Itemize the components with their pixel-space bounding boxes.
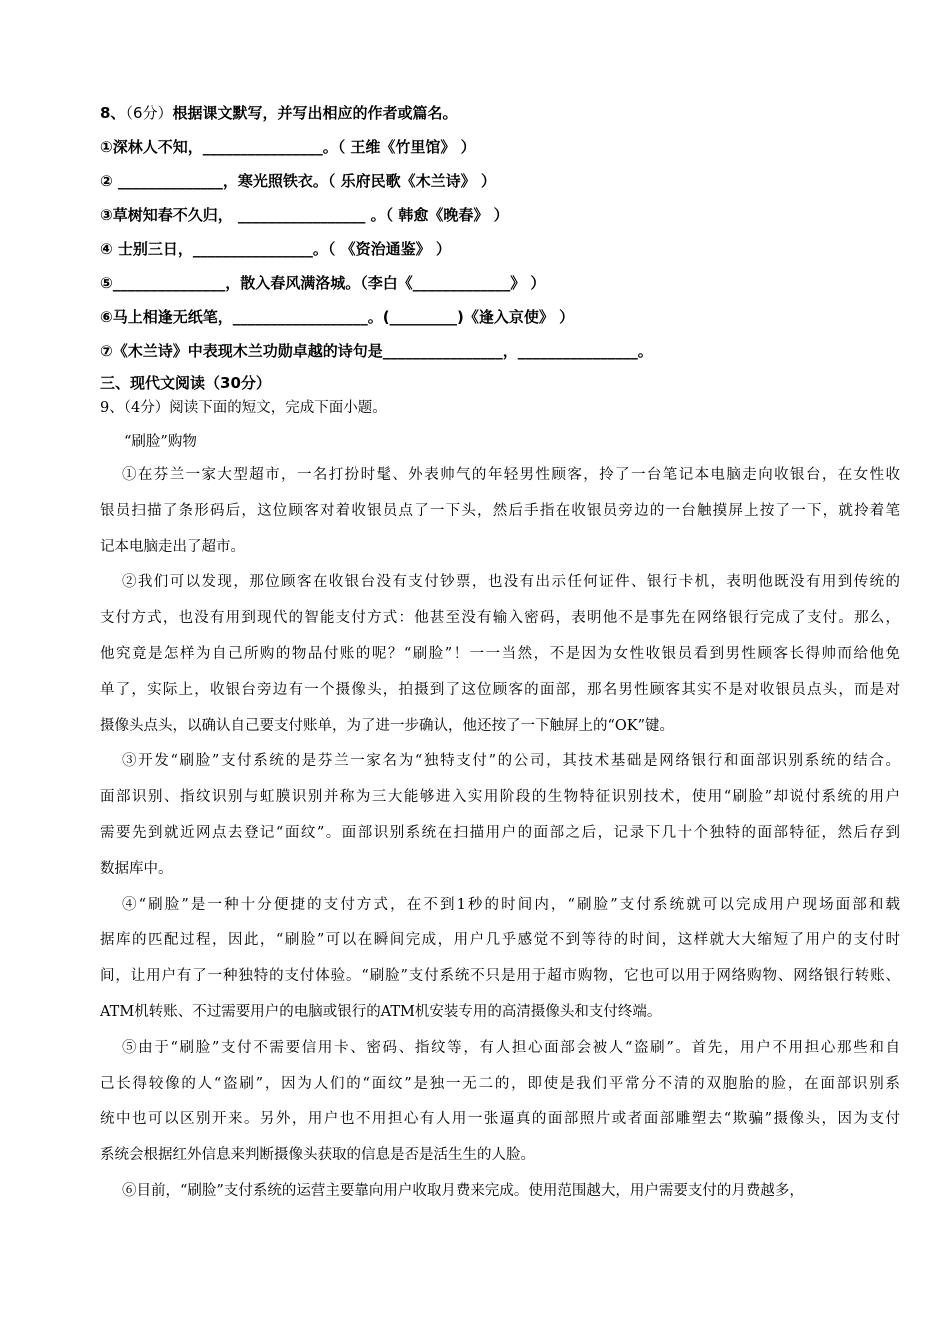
- question-8-header: [100, 96, 900, 130]
- paragraph-line: 系统会根据红外信息来判断摄像头获取的信息是否是活生生的人脸。: [100, 1147, 535, 1164]
- paragraph-line: 单了，实际上，收银台旁边有一个摄像头，拍摄到了这位顾客的面部，那名男性顾客其实不是对收银员点头，而是对: [100, 681, 900, 698]
- question-number: 8、: [100, 104, 126, 122]
- paragraph-line: 支付方式，也没有用到现代的智能支付方式：他甚至没有输入密码，表明他不是事先在网络银行完成了支付。那么，: [100, 610, 900, 627]
- paragraph-line: 统中也可以区别开来。另外，用户也不用担心有人用一张逼真的面部照片或者面部雕塑去“欺骗”摄像头，因为支付: [100, 1111, 900, 1128]
- paragraph-line: ⑥目前，“刷脸”支付系统的运营主要靠向用户收取月费来完成。使用范围越大，用户需要支付的月费越多，: [122, 1182, 804, 1199]
- dictation-item: ①深林人不知，________________。（ 王维《竹里馆》 ）: [100, 138, 476, 156]
- paragraph-line: ⑤由于“刷脸”支付不需要信用卡、密码、指纹等，有人担心面部会被人“盗刷”。首先，用户不用担心那些和自: [122, 1039, 900, 1056]
- paragraph-line: ③开发“刷脸”支付系统的是芬兰一家名为“独特支付”的公司，其技术基础是网络银行和面部识别系统的结合。: [122, 753, 900, 770]
- paragraph-line: ②我们可以发现，那位顾客在收银台没有支付钞票，也没有出示任何证件、银行卡机，表明他既没有用到传统的: [122, 574, 900, 591]
- paragraph-line: 需要先到就近网点去登记“面纹”。面部识别系统在扫描用户的面部之后，记录下几十个独特的面部特征，然后存到: [100, 824, 900, 841]
- dictation-item: ⑤_______________，散入春风满洛城。（李白《_____________》 ）: [100, 274, 546, 292]
- paragraph-line: ①在芬兰一家大型超市，一名打扮时髦、外表帅气的年轻男性顾客，拎了一台笔记本电脑走向收银台，在女性收: [122, 467, 900, 483]
- paragraph-line: 数据库中。: [100, 860, 173, 877]
- dictation-item: ⑥马上相逢无纸笔，__________________。(_________)《逢入京使》 ）: [100, 308, 575, 326]
- dictation-item: ② ______________，寒光照铁衣。（ 乐府民歌《木兰诗》 ）: [100, 172, 496, 190]
- dictation-item: ③草树知春不久归， _________________ 。（ 韩愈《晚春》 ）: [100, 206, 509, 224]
- paragraph-line: 记本电脑走出了超市。: [100, 538, 245, 555]
- paragraph-line: 间，让用户有了一种独特的支付体验。“刷脸”支付系统不只是用于超市购物，它也可以用于网络购物、网络银行转账、: [100, 968, 900, 985]
- question-points: （6分）: [125, 104, 173, 122]
- article-body: [100, 458, 900, 1210]
- paragraph-line: ATM机转账、不过需要用户的电脑或银行的ATM机安装专用的高清摄像头和支付终端。: [100, 1003, 662, 1020]
- paragraph-line: 他究竟是怎样为自己所购的物品付账的呢？“刷脸”！一一当然，不是因为女性收银员看到男性顾客长得帅而给他免: [100, 645, 900, 662]
- question-9-header: 9、（4分）阅读下面的短文，完成下面小题。: [100, 400, 387, 416]
- paragraph-line: 据库的匹配过程，因此，“刷脸”可以在瞬间完成，用户几乎感觉不到等待的时间，这样就大大缩短了用户的支付时: [100, 932, 900, 949]
- article-title: “刷脸”购物: [124, 434, 197, 450]
- paragraph-line: 面部识别、指纹识别与虹膜识别并称为三大能够进入实用阶段的生物特征识别技术，使用“刷脸”却说付系统的用户: [100, 789, 900, 806]
- paragraph-line: 摄像头点头，以确认自己要支付账单，为了进一步确认，他还按了一下触屏上的“OK”键。: [100, 717, 675, 734]
- question-instruction: 根据课文默写，并写出相应的作者或篇名。: [172, 104, 458, 122]
- question-8: [100, 96, 900, 398]
- paragraph-line: 己长得较像的人“盗刷”，因为人们的“面纹”是独一无二的，即使是我们平常分不清的双胞胎的脸，在面部识别系: [100, 1075, 900, 1092]
- dictation-item: ⑦《木兰诗》中表现木兰功勋卓越的诗句是________________，________________。: [100, 342, 653, 360]
- paragraph-line: 银员扫描了条形码后，这位顾客对着收银员点了一下头，然后手指在收银员旁边的一台触摸屏上按了一下，就拎着笔: [100, 502, 900, 519]
- section-heading: 三、现代文阅读（30分）: [100, 374, 271, 392]
- dictation-item: ④ 士别三日，________________。（ 《资治通鉴》 ）: [100, 240, 451, 258]
- paragraph-line: ④“刷脸”是一种十分便捷的支付方式，在不到1秒的时间内，“刷脸”支付系统就可以完成用户现场面部和载: [122, 896, 900, 913]
